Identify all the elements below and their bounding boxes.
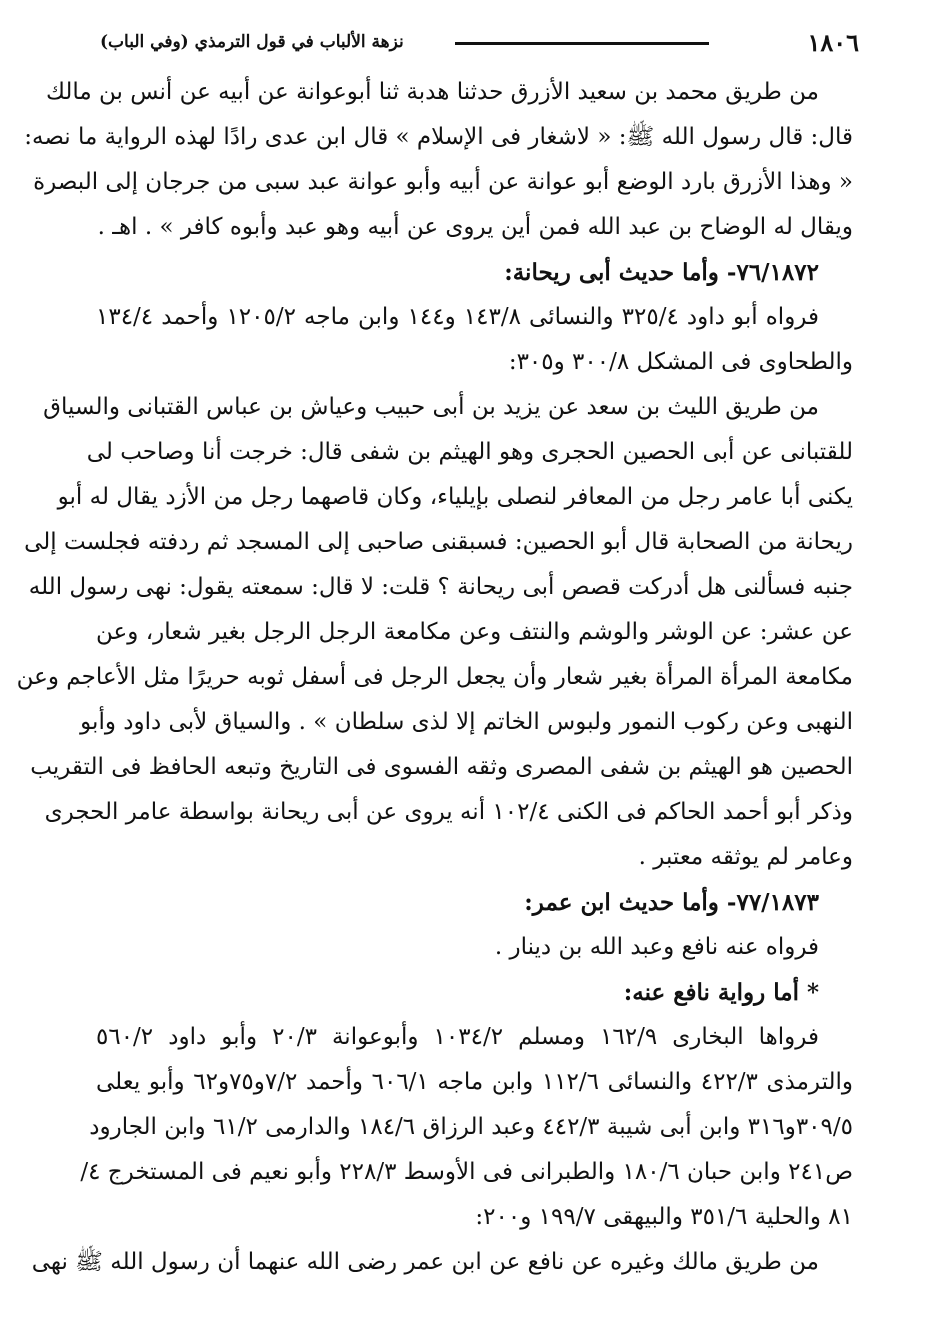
- text-line: ص٢٤١ وابن حبان ١٨٠/٦ والطبرانى فى الأوسط ٢٢٨/٣ وأبو نعيم فى المستخرج ٤/: [80, 1159, 853, 1185]
- text-line: من طريق الليث بن سعد عن يزيد بن أبى حبيب وعياش بن عباس القتبانى والسياق: [43, 394, 819, 420]
- text-line: ويقال له الوضاح بن عبد الله فمن أين يروى عن أبيه وهو عبد وأبوه كافر » . اهـ .: [97, 214, 853, 240]
- section-heading: ٧٧/١٨٧٣- وأما حديث ابن عمر:: [524, 889, 819, 916]
- text-line: فرواه عنه نافع وعبد الله بن دينار .: [494, 934, 819, 960]
- text-line: الحصين هو الهيثم بن شفى المصرى وثقه الفسوى فى التاريخ وتبعه الحافظ فى التقريب: [30, 754, 853, 780]
- text-line: فرواه أبو داود ٣٢٥/٤ والنسائى ١٤٣/٨ و١٤٤ وابن ماجه ١٢٠٥/٢ وأحمد ١٣٤/٤: [96, 304, 819, 330]
- page-header: [100, 28, 859, 60]
- text-line: من طريق محمد بن سعيد الأزرق حدثنا هدبة ثنا أبوعوانة عن أبيه عن أنس بن مالك: [45, 79, 819, 105]
- text-line: وذكر أبو أحمد الحاكم فى الكنى ١٠٢/٤ أنه يروى عن أبى ريحانة بواسطة عامر الحجرى: [44, 799, 853, 825]
- text-line: ٨١ والحلية ٣٥١/٦ والبيهقى ١٩٩/٧ و٢٠٠:: [475, 1204, 853, 1230]
- text-line: والطحاوى فى المشكل ٣٠٠/٨ و٣٠٥:: [508, 349, 853, 375]
- section-heading: * أما رواية نافع عنه:: [623, 979, 819, 1006]
- section-heading: ٧٦/١٨٧٢- وأما حديث أبى ريحانة:: [504, 259, 819, 286]
- text-line: قال: قال رسول الله ﷺ: « لاشغار فى الإسلام » قال ابن عدى رادًا لهذه الرواية ما نصه:: [24, 124, 853, 150]
- page-body: [16, 70, 854, 1285]
- page-number: ١٨٠٦: [807, 28, 859, 57]
- running-title: نزهة الألباب في قول الترمذي (وفي الباب): [100, 32, 404, 52]
- text-line: من طريق مالك وغيره عن نافع عن ابن عمر رضى الله عنهما أن رسول الله ﷺ نهى: [31, 1249, 819, 1275]
- text-line: فرواها البخارى ١٦٢/٩ ومسلم ١٠٣٤/٢ وأبوعوانة ٢٠/٣ وأبو داود ٥٦٠/٢: [96, 1024, 819, 1050]
- text-line: للقتبانى عن أبى الحصين الحجرى وهو الهيثم بن شفى قال: خرجت أنا وصاحب لى: [86, 439, 853, 465]
- text-line: عن عشر: عن الوشر والوشم والنتف وعن مكامعة الرجل الرجل بغير شعار، وعن: [96, 619, 853, 645]
- text-line: يكنى أبا عامر رجل من المعافر لنصلى بإيلياء، وكان قاصهما رجل من الأزد يقال له أبو: [57, 484, 853, 510]
- text-line: وعامر لم يوثقه معتبر .: [638, 844, 853, 870]
- text-line: « وهذا الأزرق بارد الوضع أبو عوانة عن أبيه وأبو عوانة عبد سبى من جرجان إلى البصرة: [33, 169, 853, 195]
- text-line: ريحانة من الصحابة قال أبو الحصين: فسبقنى صاحبى إلى المسجد ثم ردفته فجلست إلى: [24, 529, 853, 555]
- header-rule: [455, 42, 709, 45]
- text-line: مكامعة المرأة المرأة بغير شعار وأن يجعل الرجل فى أسفل ثوبه حريرًا مثل الأعاجم وعن: [16, 664, 853, 690]
- text-line: جنبه فسألنى هل أدركت قصص أبى ريحانة ؟ قلت: لا قال: سمعته يقول: نهى رسول الله: [28, 574, 853, 600]
- text-line: والترمذى ٤٢٢/٣ والنسائى ١١٢/٦ وابن ماجه ٦٠٦/١ وأحمد ٧/٢و٧٥و٦٢ وأبو يعلى: [96, 1069, 854, 1095]
- text-line: ٣٠٩/٥و٣١٦ وابن أبى شيبة ٤٤٢/٣ وعبد الرزاق ١٨٤/٦ والدارمى ٦١/٢ وابن الجارود: [89, 1114, 853, 1140]
- text-line: النهبى وعن ركوب النمور ولبوس الخاتم إلا لذى سلطان » . والسياق لأبى داود وأبو: [80, 709, 853, 735]
